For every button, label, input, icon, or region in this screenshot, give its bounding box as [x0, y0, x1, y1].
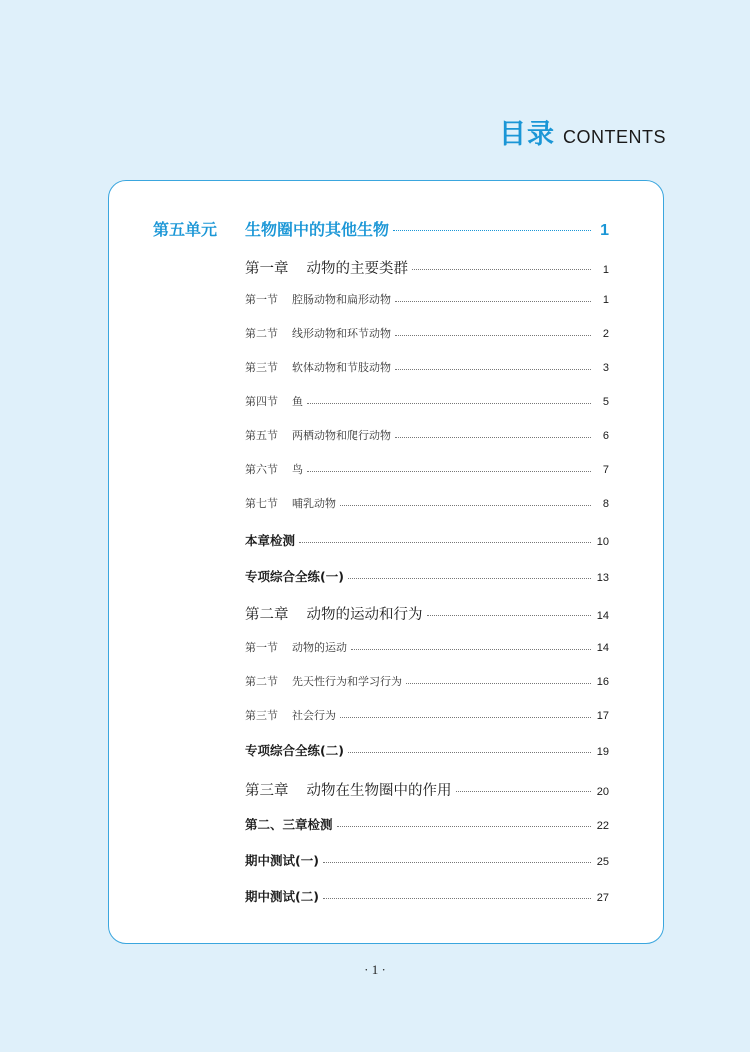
- entry-number: 第三节: [245, 709, 278, 722]
- entry-number: 第四节: [245, 395, 278, 408]
- leader-dots: [427, 615, 592, 616]
- toc-entry-section[interactable]: [245, 427, 609, 443]
- entry-label: [245, 707, 336, 723]
- entry-label: [245, 359, 391, 375]
- entry-title: 期中测试(一): [245, 853, 319, 868]
- entry-label: [245, 257, 408, 278]
- leader-dots: [395, 301, 591, 302]
- entry-title: 动物在生物圈中的作用: [306, 783, 452, 799]
- toc-entry-section[interactable]: [245, 325, 609, 341]
- leader-dots: [395, 335, 591, 336]
- entry-label: [245, 495, 336, 511]
- entry-title: 社会行为: [292, 709, 336, 722]
- leader-dots: [351, 649, 591, 650]
- entry-page: 22: [596, 820, 609, 832]
- toc-entry-chapter[interactable]: [245, 779, 609, 800]
- leader-dots: [337, 826, 591, 827]
- leader-dots: [395, 437, 591, 438]
- entry-title: 鱼: [292, 395, 303, 408]
- leader-dots: [299, 542, 591, 543]
- leader-dots: [323, 898, 591, 899]
- entry-title: 先天性行为和学习行为: [292, 675, 402, 688]
- entry-label: [245, 639, 347, 655]
- entry-page: 25: [596, 856, 609, 868]
- toc-entry-section[interactable]: [245, 461, 609, 477]
- leader-dots: [348, 752, 591, 753]
- entry-page: 1: [602, 264, 609, 276]
- entry-title: 动物的主要类群: [306, 261, 408, 277]
- entry-label: [245, 567, 344, 585]
- entry-label: [245, 779, 452, 800]
- toc-title: 目录: [499, 119, 555, 150]
- leader-dots: [307, 403, 591, 404]
- leader-dots: [393, 230, 591, 231]
- toc-entry-bold[interactable]: [245, 567, 609, 585]
- toc-entry-section[interactable]: [245, 359, 609, 375]
- entry-title: 期中测试(二): [245, 889, 319, 904]
- entry-label: [245, 291, 391, 307]
- entry-label: [245, 815, 333, 833]
- entry-label: [245, 461, 303, 477]
- toc-entry-section[interactable]: [245, 639, 609, 655]
- unit-number: 第五单元: [153, 220, 218, 239]
- unit-label: [153, 217, 389, 240]
- entry-page: 17: [596, 710, 609, 722]
- toc-entry-chapter[interactable]: [245, 603, 609, 624]
- unit-title: 生物圈中的其他生物: [245, 220, 390, 239]
- entry-title: 动物的运动: [292, 641, 347, 654]
- toc-entry-section[interactable]: [245, 673, 609, 689]
- entry-title: 腔肠动物和扁形动物: [292, 293, 391, 306]
- entry-number: 第二节: [245, 675, 278, 688]
- entry-page: 10: [596, 536, 609, 548]
- entry-page: 3: [602, 362, 609, 374]
- entry-page: 19: [596, 746, 609, 758]
- entry-number: 第三章: [245, 783, 289, 799]
- page-header: [499, 112, 666, 151]
- toc-entry-section[interactable]: [245, 393, 609, 409]
- toc-entry-bold[interactable]: [245, 851, 609, 869]
- toc-entry-bold[interactable]: [245, 815, 609, 833]
- entry-title: 鸟: [292, 463, 303, 476]
- toc-entry-bold[interactable]: [245, 887, 609, 905]
- toc-entry-section[interactable]: [245, 495, 609, 511]
- entry-page: 16: [596, 676, 609, 688]
- entry-label: [245, 393, 303, 409]
- leader-dots: [307, 471, 591, 472]
- entry-page: 8: [602, 498, 609, 510]
- leader-dots: [395, 369, 591, 370]
- entry-title: 软体动物和节肢动物: [292, 361, 391, 374]
- toc-unit-row[interactable]: [153, 217, 609, 240]
- entry-number: 第六节: [245, 463, 278, 476]
- entry-label: [245, 603, 423, 624]
- entry-page: 1: [602, 294, 609, 306]
- toc-entry-section[interactable]: [245, 291, 609, 307]
- leader-dots: [323, 862, 591, 863]
- entry-number: 第二章: [245, 607, 289, 623]
- entry-page: 5: [602, 396, 609, 408]
- toc-entry-bold[interactable]: [245, 741, 609, 759]
- leader-dots: [406, 683, 591, 684]
- entry-title: 动物的运动和行为: [306, 607, 423, 623]
- entry-label: [245, 325, 391, 341]
- entry-number: 第一章: [245, 261, 289, 277]
- entry-title: 专项综合全练(一): [245, 569, 344, 584]
- entry-title: 线形动物和环节动物: [292, 327, 391, 340]
- entry-number: 第七节: [245, 497, 278, 510]
- entry-page: 27: [596, 892, 609, 904]
- page-number: · 1 ·: [364, 962, 386, 977]
- entry-page: 20: [596, 786, 609, 798]
- entry-page: 13: [596, 572, 609, 584]
- entry-page: 6: [602, 430, 609, 442]
- entry-title: 哺乳动物: [292, 497, 336, 510]
- entry-label: [245, 427, 391, 443]
- entry-label: [245, 673, 402, 689]
- entry-title: 专项综合全练(二): [245, 743, 344, 758]
- leader-dots: [348, 578, 591, 579]
- entry-title: 第二、三章检测: [245, 817, 333, 832]
- entry-title: 两栖动物和爬行动物: [292, 429, 391, 442]
- leader-dots: [456, 791, 592, 792]
- leader-dots: [340, 717, 591, 718]
- entry-number: 第三节: [245, 361, 278, 374]
- entry-page: 14: [596, 610, 609, 622]
- toc-title-english: CONTENTS: [563, 127, 666, 147]
- entry-page: 14: [596, 642, 609, 654]
- unit-page: 1: [600, 222, 609, 239]
- entry-title: 本章检测: [245, 533, 296, 548]
- toc-entry-chapter[interactable]: [245, 257, 609, 278]
- entry-label: [245, 887, 319, 905]
- entry-label: [245, 851, 319, 869]
- entry-number: 第五节: [245, 429, 278, 442]
- toc-entry-bold[interactable]: [245, 531, 609, 549]
- entry-number: 第一节: [245, 293, 278, 306]
- entry-label: [245, 741, 344, 759]
- toc-card: [108, 180, 664, 944]
- entry-label: [245, 531, 295, 549]
- toc-entry-section[interactable]: [245, 707, 609, 723]
- leader-dots: [412, 269, 591, 270]
- entry-number: 第一节: [245, 641, 278, 654]
- entry-page: 2: [602, 328, 609, 340]
- leader-dots: [340, 505, 591, 506]
- entry-number: 第二节: [245, 327, 278, 340]
- entry-page: 7: [602, 464, 609, 476]
